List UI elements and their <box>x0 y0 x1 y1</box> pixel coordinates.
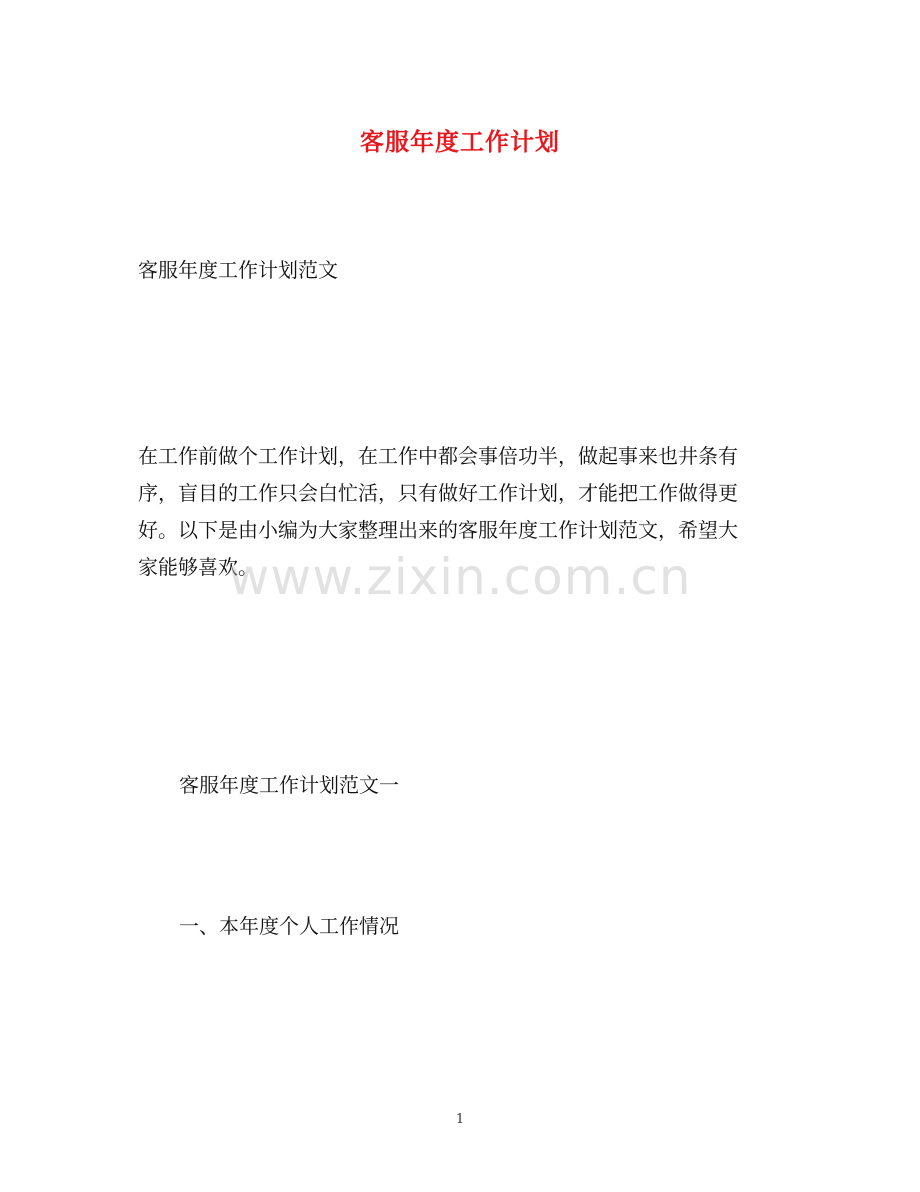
intro-line: 好。以下是由小编为大家整理出来的客服年度工作计划范文，希望大 <box>138 518 738 542</box>
page-number: 1 <box>455 1112 465 1127</box>
intro-line: 在工作前做个工作计划，在工作中都会事倍功半，做起事来也井条有 <box>138 444 738 468</box>
intro-line: 家能够喜欢。 <box>138 555 258 579</box>
section-heading: 客服年度工作计划范文一 <box>179 773 399 797</box>
intro-paragraph <box>138 441 778 582</box>
subsection-heading: 一、本年度个人工作情况 <box>179 914 399 938</box>
document-subtitle: 客服年度工作计划范文 <box>138 258 338 282</box>
intro-line: 序，盲目的工作只会白忙活，只有做好工作计划，才能把工作做得更 <box>138 481 738 505</box>
watermark: www.zixin.com.cn <box>228 548 692 606</box>
document-title: 客服年度工作计划 <box>360 127 560 156</box>
